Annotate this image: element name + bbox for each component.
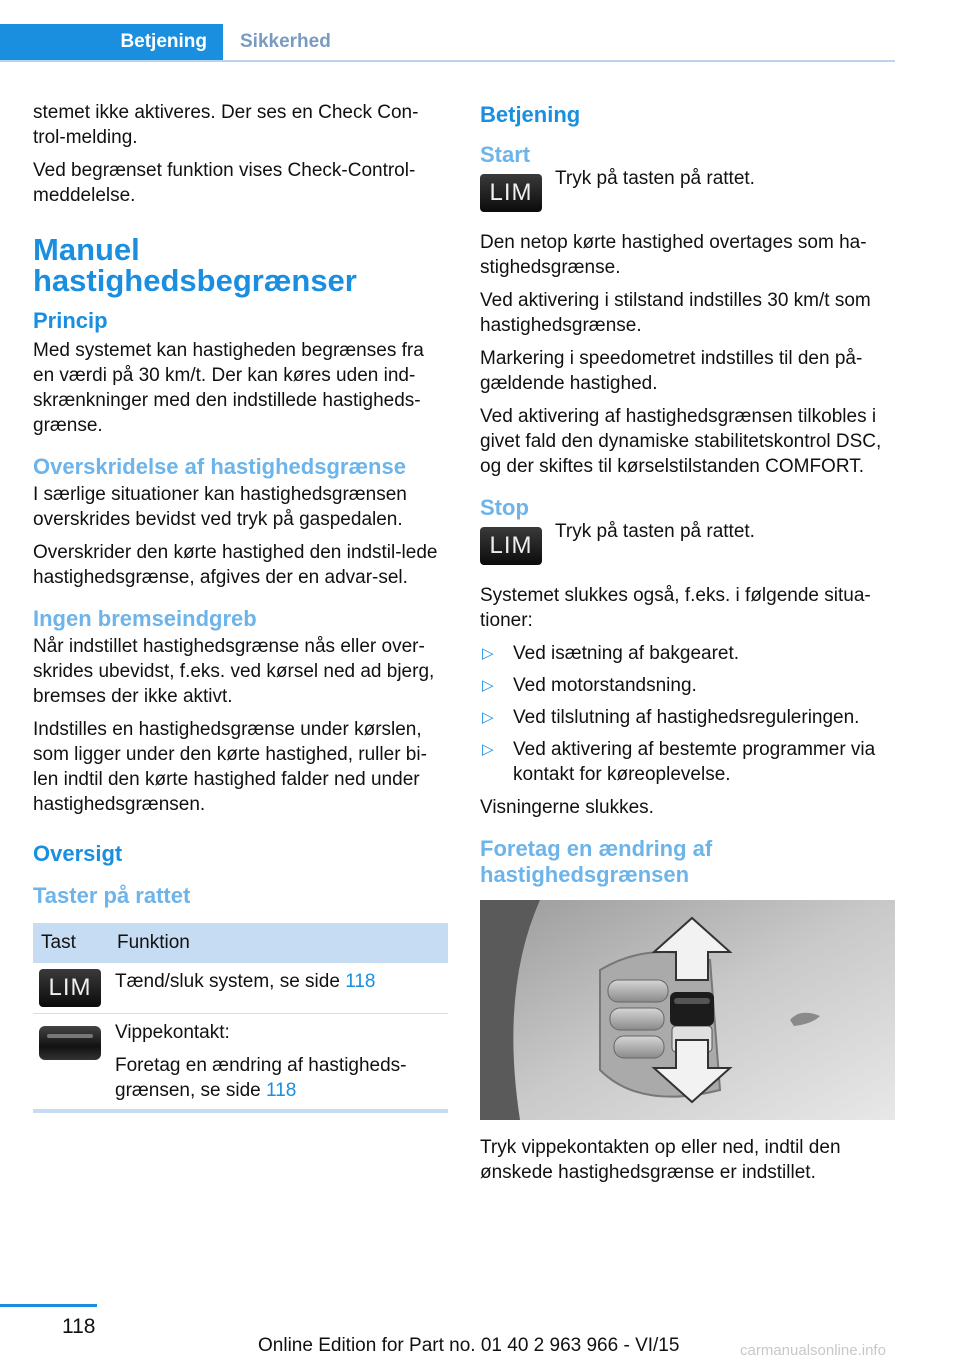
list-item: ▷ Ved aktivering af bestemte programmer via kontakt for køreoplevelse. <box>482 739 876 785</box>
heading-start: Start <box>480 142 531 167</box>
list-item: ▷ Ved motorstandsning. <box>482 675 697 696</box>
paragraph: Ved aktivering af hastighedsgrænsen tilkobles i givet fald den dynamiske stabilitetskontrol DSC, og der skiftes til kørselstilstanden COMFORT. <box>480 406 882 477</box>
col-header-tast: Tast <box>33 923 109 963</box>
paragraph: Når indstillet hastighedsgrænse nås eller over-skrides ubevidst, f.eks. ved kørsel ned ad bjerg, bremses der ikke aktivt. <box>33 636 435 707</box>
situation-list <box>480 641 895 787</box>
paragraph: Ved aktivering i stilstand indstilles 30 km/t som hastighedsgrænse. <box>480 290 871 336</box>
cell-text: Foretag en ændring af hastigheds-grænsen, se side <box>115 1055 407 1101</box>
instruction-text: Tryk på tasten på rattet. <box>555 168 755 189</box>
table-row <box>33 1014 448 1112</box>
page-link[interactable]: 118 <box>266 1080 297 1101</box>
heading-overskridelse: Overskridelse af hastighedsgrænse <box>33 454 406 479</box>
paragraph: Med systemet kan hastigheden begrænses fra en værdi på 30 km/t. Der kan køres uden ind-skrænkninger med den indstillede hastigheds-grænse. <box>33 340 424 436</box>
page-number-rule <box>0 1304 97 1307</box>
triangle-bullet-icon: ▷ <box>482 645 494 662</box>
triangle-bullet-icon: ▷ <box>482 741 494 758</box>
paragraph: Visningerne slukkes. <box>480 797 654 818</box>
heading-oversigt: Oversigt <box>33 841 123 866</box>
watermark: carmanualsonline.info <box>740 1342 886 1359</box>
paragraph: Markering i speedometret indstilles til den på-gældende hastighed. <box>480 348 863 394</box>
triangle-bullet-icon: ▷ <box>482 677 494 694</box>
tab-underline <box>0 60 895 62</box>
table-header <box>33 923 448 963</box>
lim-button-icon: LIM <box>39 969 101 1007</box>
start-instruction <box>480 168 895 226</box>
section-title: Manuel hastighedsbegrænser <box>33 232 357 298</box>
tab-betjening-label: Betjening <box>120 31 207 52</box>
paragraph: Overskrider den kørte hastighed den indstil-lede hastighedsgrænse, afgives der en advar-sel. <box>33 542 438 588</box>
tab-betjening[interactable] <box>0 24 223 60</box>
heading-foretag: Foretag en ændring af hastighedsgrænsen <box>480 836 713 887</box>
list-item: ▷ Ved tilslutning af hastighedsreguleringen. <box>482 707 860 728</box>
paragraph: Systemet slukkes også, f.eks. i følgende situa-tioner: <box>480 585 871 631</box>
tab-bar <box>0 24 895 62</box>
right-column <box>480 100 895 1193</box>
paragraph: Indstilles en hastighedsgrænse under kørslen, som ligger under den kørte hastighed, ruller bi-len indtil den kørte hastighed falder ned under hastighedsgrænsen. <box>33 719 427 815</box>
heading-princip: Princip <box>33 308 108 333</box>
rocker-switch-icon <box>39 1026 101 1060</box>
paragraph: Ved begrænset funktion vises Check-Control-meddelelse. <box>33 160 416 206</box>
steering-wheel-photo <box>480 900 895 1120</box>
stop-instruction <box>480 521 895 579</box>
paragraph: Den netop kørte hastighed overtages som ha-stighedsgrænse. <box>480 232 867 278</box>
heading-betjening: Betjening <box>480 102 581 127</box>
left-column <box>33 100 448 1113</box>
lim-button-icon: LIM <box>480 527 542 565</box>
list-item: ▷ Ved isætning af bakgearet. <box>482 643 740 664</box>
page-number: 118 <box>62 1315 96 1338</box>
keys-table <box>33 923 448 1113</box>
heading-taster: Taster på rattet <box>33 883 191 908</box>
heading-stop: Stop <box>480 495 529 520</box>
col-header-funktion: Funktion <box>109 923 448 963</box>
paragraph: Tryk vippekontakten op eller ned, indtil den ønskede hastighedsgrænse er indstillet. <box>480 1137 841 1183</box>
instruction-text: Tryk på tasten på rattet. <box>555 521 755 542</box>
paragraph: I særlige situationer kan hastighedsgrænsen overskrides bevidst ved tryk på gaspedalen. <box>33 484 407 530</box>
paragraph: stemet ikke aktiveres. Der ses en Check Con-trol-melding. <box>33 102 419 148</box>
table-row <box>33 963 448 1014</box>
heading-ingen-bremseindgreb: Ingen bremseindgreb <box>33 606 257 631</box>
cell-text: Vippekontakt: <box>115 1022 230 1043</box>
triangle-bullet-icon: ▷ <box>482 709 494 726</box>
tab-sikkerhed[interactable]: Sikkerhed <box>240 31 331 52</box>
footer-text: Online Edition for Part no. 01 40 2 963 966 - VI/15 <box>258 1335 680 1356</box>
page-link[interactable]: 118 <box>345 971 376 992</box>
cell-text: Tænd/sluk system, se side <box>115 971 346 992</box>
lim-button-icon: LIM <box>480 174 542 212</box>
